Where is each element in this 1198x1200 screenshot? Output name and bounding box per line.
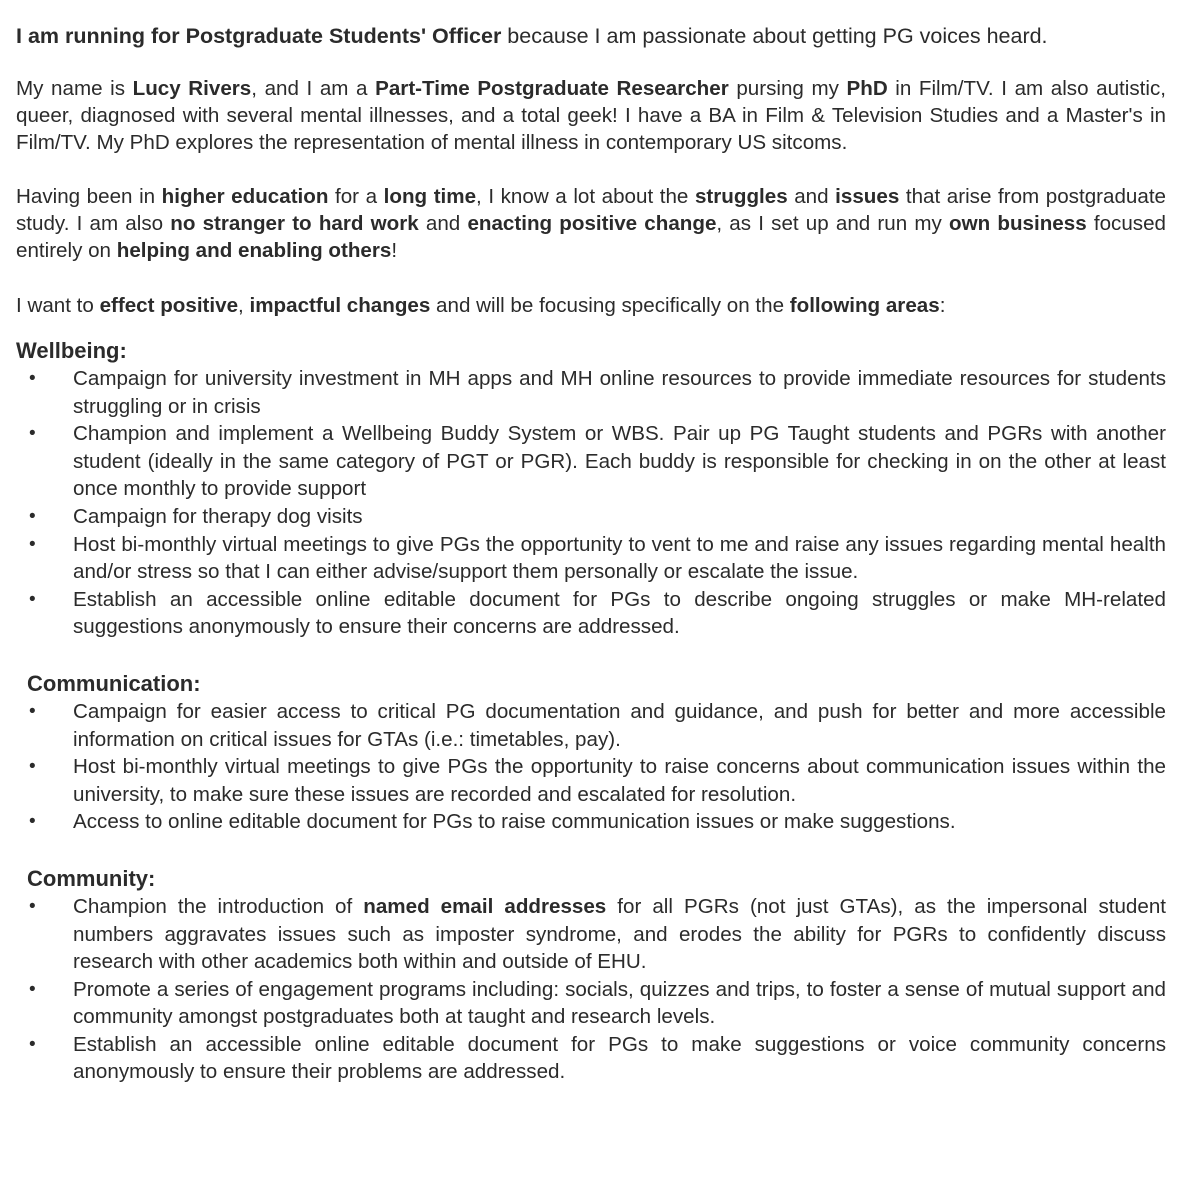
bullet-icon: • <box>29 368 36 389</box>
focus-bold: following areas <box>789 294 940 317</box>
about-paragraph <box>16 75 1166 156</box>
experience-text: , as I set up and run my <box>716 212 950 235</box>
list-item <box>16 893 1166 976</box>
bullet-icon: • <box>29 588 36 610</box>
list-item <box>16 698 1166 753</box>
bullet-icon: • <box>29 811 36 833</box>
experience-text: Having been in <box>16 185 162 208</box>
list-item-text: for all PGRs (not just GTAs), as the impersonal student numbers aggravates issues such as imposter syndrome, and erodes the ability for PGRs to confidently discuss research with other academics both within and outside of EHU. <box>73 894 1166 974</box>
experience-paragraph <box>16 183 1166 264</box>
bullet-icon: • <box>29 533 36 555</box>
community-heading: Community: <box>27 865 156 891</box>
experience-text: and <box>787 185 836 208</box>
focus-bold: effect positive <box>99 294 239 317</box>
about-text: My name is <box>16 77 133 100</box>
bullet-icon: • <box>29 978 36 1000</box>
bullet-icon: • <box>29 756 36 778</box>
wellbeing-heading: Wellbeing: <box>16 338 127 363</box>
bullet-icon: • <box>29 1033 36 1055</box>
experience-bold: issues <box>835 185 900 208</box>
focus-paragraph <box>16 292 1166 319</box>
list-item <box>16 503 1166 531</box>
focus-text: : <box>939 294 946 317</box>
list-item-text: Promote a series of engagement programs including: socials, quizzes and trips, to foster a sense of mutual support and community amongst postgraduates both at taught and research levels. <box>73 977 1166 1029</box>
bullet-icon: • <box>29 700 36 722</box>
experience-bold: long time <box>383 185 477 208</box>
degree-bold: PhD <box>846 77 888 100</box>
experience-text: focused entirely on <box>16 212 1166 262</box>
list-item <box>16 753 1166 808</box>
about-text: , and I am a <box>251 77 376 100</box>
bullet-icon: • <box>29 505 36 527</box>
focus-text: and will be focusing specifically on the <box>430 294 790 317</box>
focus-text: , <box>238 294 250 317</box>
experience-bold: struggles <box>694 185 788 208</box>
communication-list <box>16 698 1166 836</box>
experience-text: and <box>418 212 468 235</box>
list-item-text: Host bi-monthly virtual meetings to give PGs the opportunity to raise concerns about communication issues within the university, to make sure these issues are recorded and escalated for resolution. <box>73 755 1166 806</box>
list-item <box>16 808 1166 836</box>
about-text: in Film/TV. I am also autistic, queer, diagnosed with several mental illnesses, and a total geek! I have a BA in Film & Television Studies and a Master's in Film/TV. My PhD explores the representation of mental illness in contemporary US sitcoms. <box>16 77 1166 154</box>
experience-bold: no stranger to hard work <box>170 212 419 235</box>
list-item <box>16 586 1166 641</box>
candidate-role: Part-Time Postgraduate Researcher <box>375 77 729 100</box>
focus-bold: impactful changes <box>249 294 431 317</box>
list-item <box>16 1031 1166 1086</box>
list-item-text: Access to online editable document for PGs to raise communication issues or make suggestions. <box>73 810 956 834</box>
focus-text: I want to <box>16 294 100 317</box>
list-item-text: Champion and implement a Wellbeing Buddy System or WBS. Pair up PG Taught students and PGRs with another student (ideally in the same category of PGT or PGR). Each buddy is responsible for checking in on the other at least once monthly to provide support <box>73 422 1166 501</box>
experience-bold: helping and enabling others <box>116 239 392 262</box>
experience-text: for a <box>328 185 384 208</box>
experience-bold: higher education <box>161 185 329 208</box>
experience-text: ! <box>391 239 398 262</box>
experience-text: that arise from postgraduate study. I am also <box>16 185 1166 235</box>
experience-bold: enacting positive change <box>467 212 717 235</box>
candidate-name: Lucy Rivers <box>132 77 252 100</box>
section-spacer <box>16 836 1166 865</box>
list-item <box>16 420 1166 503</box>
experience-text: , I know a lot about the <box>476 185 695 208</box>
list-item <box>16 365 1166 420</box>
list-item <box>16 976 1166 1031</box>
experience-bold: own business <box>949 212 1087 235</box>
list-item-text: Campaign for therapy dog visits <box>73 504 363 528</box>
list-item-text: Campaign for university investment in MH apps and MH online resources to provide immediate resources for students struggling or in crisis <box>73 367 1166 418</box>
list-item-text: Host bi-monthly virtual meetings to give PGs the opportunity to vent to me and raise any issues regarding mental health and/or stress so that I can either advise/support them personally or escalate the issue. <box>73 532 1166 584</box>
bullet-icon: • <box>29 895 36 917</box>
list-item-text: Champion the introduction of <box>73 894 364 918</box>
list-item-text: Establish an accessible online editable document for PGs to make suggestions or voice community concerns anonymously to ensure their problems are addressed. <box>73 1032 1166 1084</box>
bullet-icon: • <box>29 423 36 445</box>
list-item-text: Campaign for easier access to critical PG documentation and guidance, and push for better and more accessible information on critical issues for GTAs (i.e.: timetables, pay). <box>73 699 1166 751</box>
about-text: pursing my <box>728 77 847 100</box>
communication-heading: Communication: <box>27 670 201 696</box>
list-item-bold: named email addresses <box>363 894 607 918</box>
intro-bold: I am running for Postgraduate Students' Officer <box>16 24 502 48</box>
section-spacer <box>16 641 1166 670</box>
list-item <box>16 531 1166 586</box>
list-item-text: Establish an accessible online editable document for PGs to describe ongoing struggles or make MH-related suggestions anonymously to ensure their concerns are addressed. <box>73 587 1166 639</box>
wellbeing-list <box>16 365 1166 641</box>
intro-text: because I am passionate about getting PG voices heard. <box>501 24 1048 48</box>
intro-paragraph <box>16 22 1166 50</box>
community-list <box>16 893 1166 1086</box>
